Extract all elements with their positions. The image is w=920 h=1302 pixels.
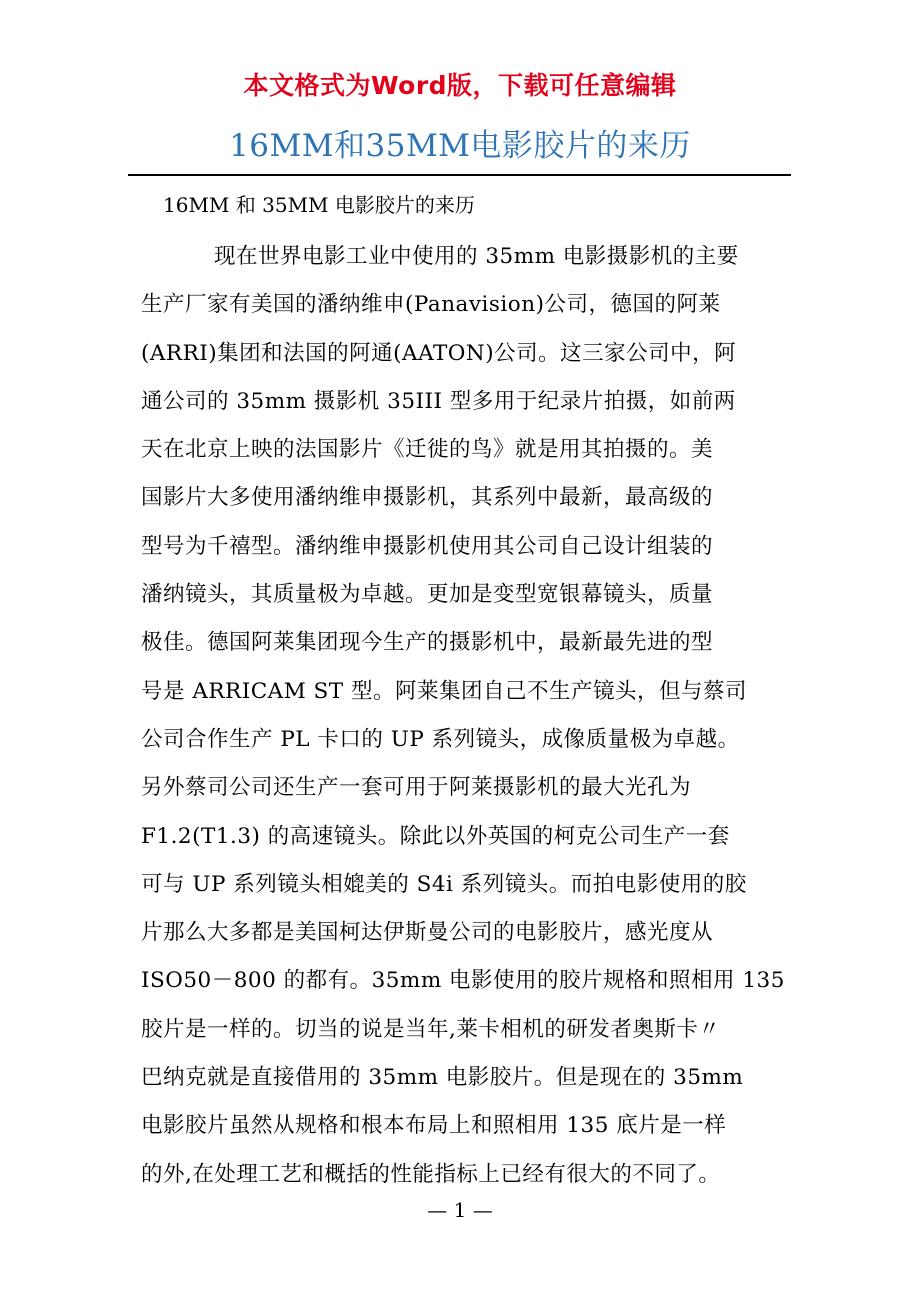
body-line: ISO50－800 的都有。35mm 电影使用的胶片规格和照相用 135	[141, 968, 785, 994]
body-line: 胶片是一样的。切当的说是当年,莱卡相机的研发者奥斯卡〃	[141, 1016, 721, 1042]
body-line: 国影片大多使用潘纳维申摄影机，其系列中最新，最高级的	[141, 485, 714, 511]
body-paragraph	[141, 233, 801, 1199]
download-banner: 本文格式为Word版，下载可任意编辑	[243, 71, 677, 100]
body-line: 电影胶片虽然从规格和根本布局上和照相用 135 底片是一样	[141, 1113, 727, 1139]
body-line: (ARRI)集团和法国的阿通(AATON)公司。这三家公司中，阿	[141, 340, 737, 366]
body-line: 片那么大多都是美国柯达伊斯曼公司的电影胶片，感光度从	[141, 920, 714, 946]
body-line: 极佳。德国阿莱集团现今生产的摄影机中，最新最先进的型	[141, 630, 714, 656]
body-line: 另外蔡司公司还生产一套可用于阿莱摄影机的最大光孔为	[141, 775, 692, 801]
body-line: 天在北京上映的法国影片《迁徙的鸟》就是用其拍摄的。美	[141, 437, 714, 463]
body-line: 潘纳镜头，其质量极为卓越。更加是变型宽银幕镜头，质量	[141, 582, 714, 608]
body-line: 可与 UP 系列镜头相媲美的 S4i 系列镜头。而拍电影使用的胶	[141, 871, 747, 897]
body-line: 的外,在处理工艺和概括的性能指标上已经有很大的不同了。	[141, 1161, 721, 1187]
body-line: 生产厂家有美国的潘纳维申(Panavision)公司，德国的阿莱	[141, 292, 721, 318]
document-subtitle: 16MM 和 35MM 电影胶片的来历	[163, 193, 475, 217]
title-divider	[128, 174, 791, 176]
body-line: 现在世界电影工业中使用的 35mm 电影摄影机的主要	[214, 244, 739, 269]
body-line: 号是 ARRICAM ST 型。阿莱集团自己不生产镜头，但与蔡司	[141, 678, 747, 704]
body-line: F1.2(T1.3) 的高速镜头。除此以外英国的柯克公司生产一套	[141, 823, 730, 849]
body-line: 型号为千禧型。潘纳维申摄影机使用其公司自己设计组装的	[141, 533, 714, 559]
body-line: 巴纳克就是直接借用的 35mm 电影胶片。但是现在的 35mm	[141, 1065, 744, 1091]
page-number: — 1 —	[427, 1198, 493, 1222]
body-line: 公司合作生产 PL 卡口的 UP 系列镜头，成像质量极为卓越。	[141, 726, 740, 752]
document-title: 16MM和35MM电影胶片的来历	[229, 128, 691, 164]
body-line: 通公司的 35mm 摄影机 35III 型多用于纪录片拍摄，如前两	[141, 388, 736, 414]
